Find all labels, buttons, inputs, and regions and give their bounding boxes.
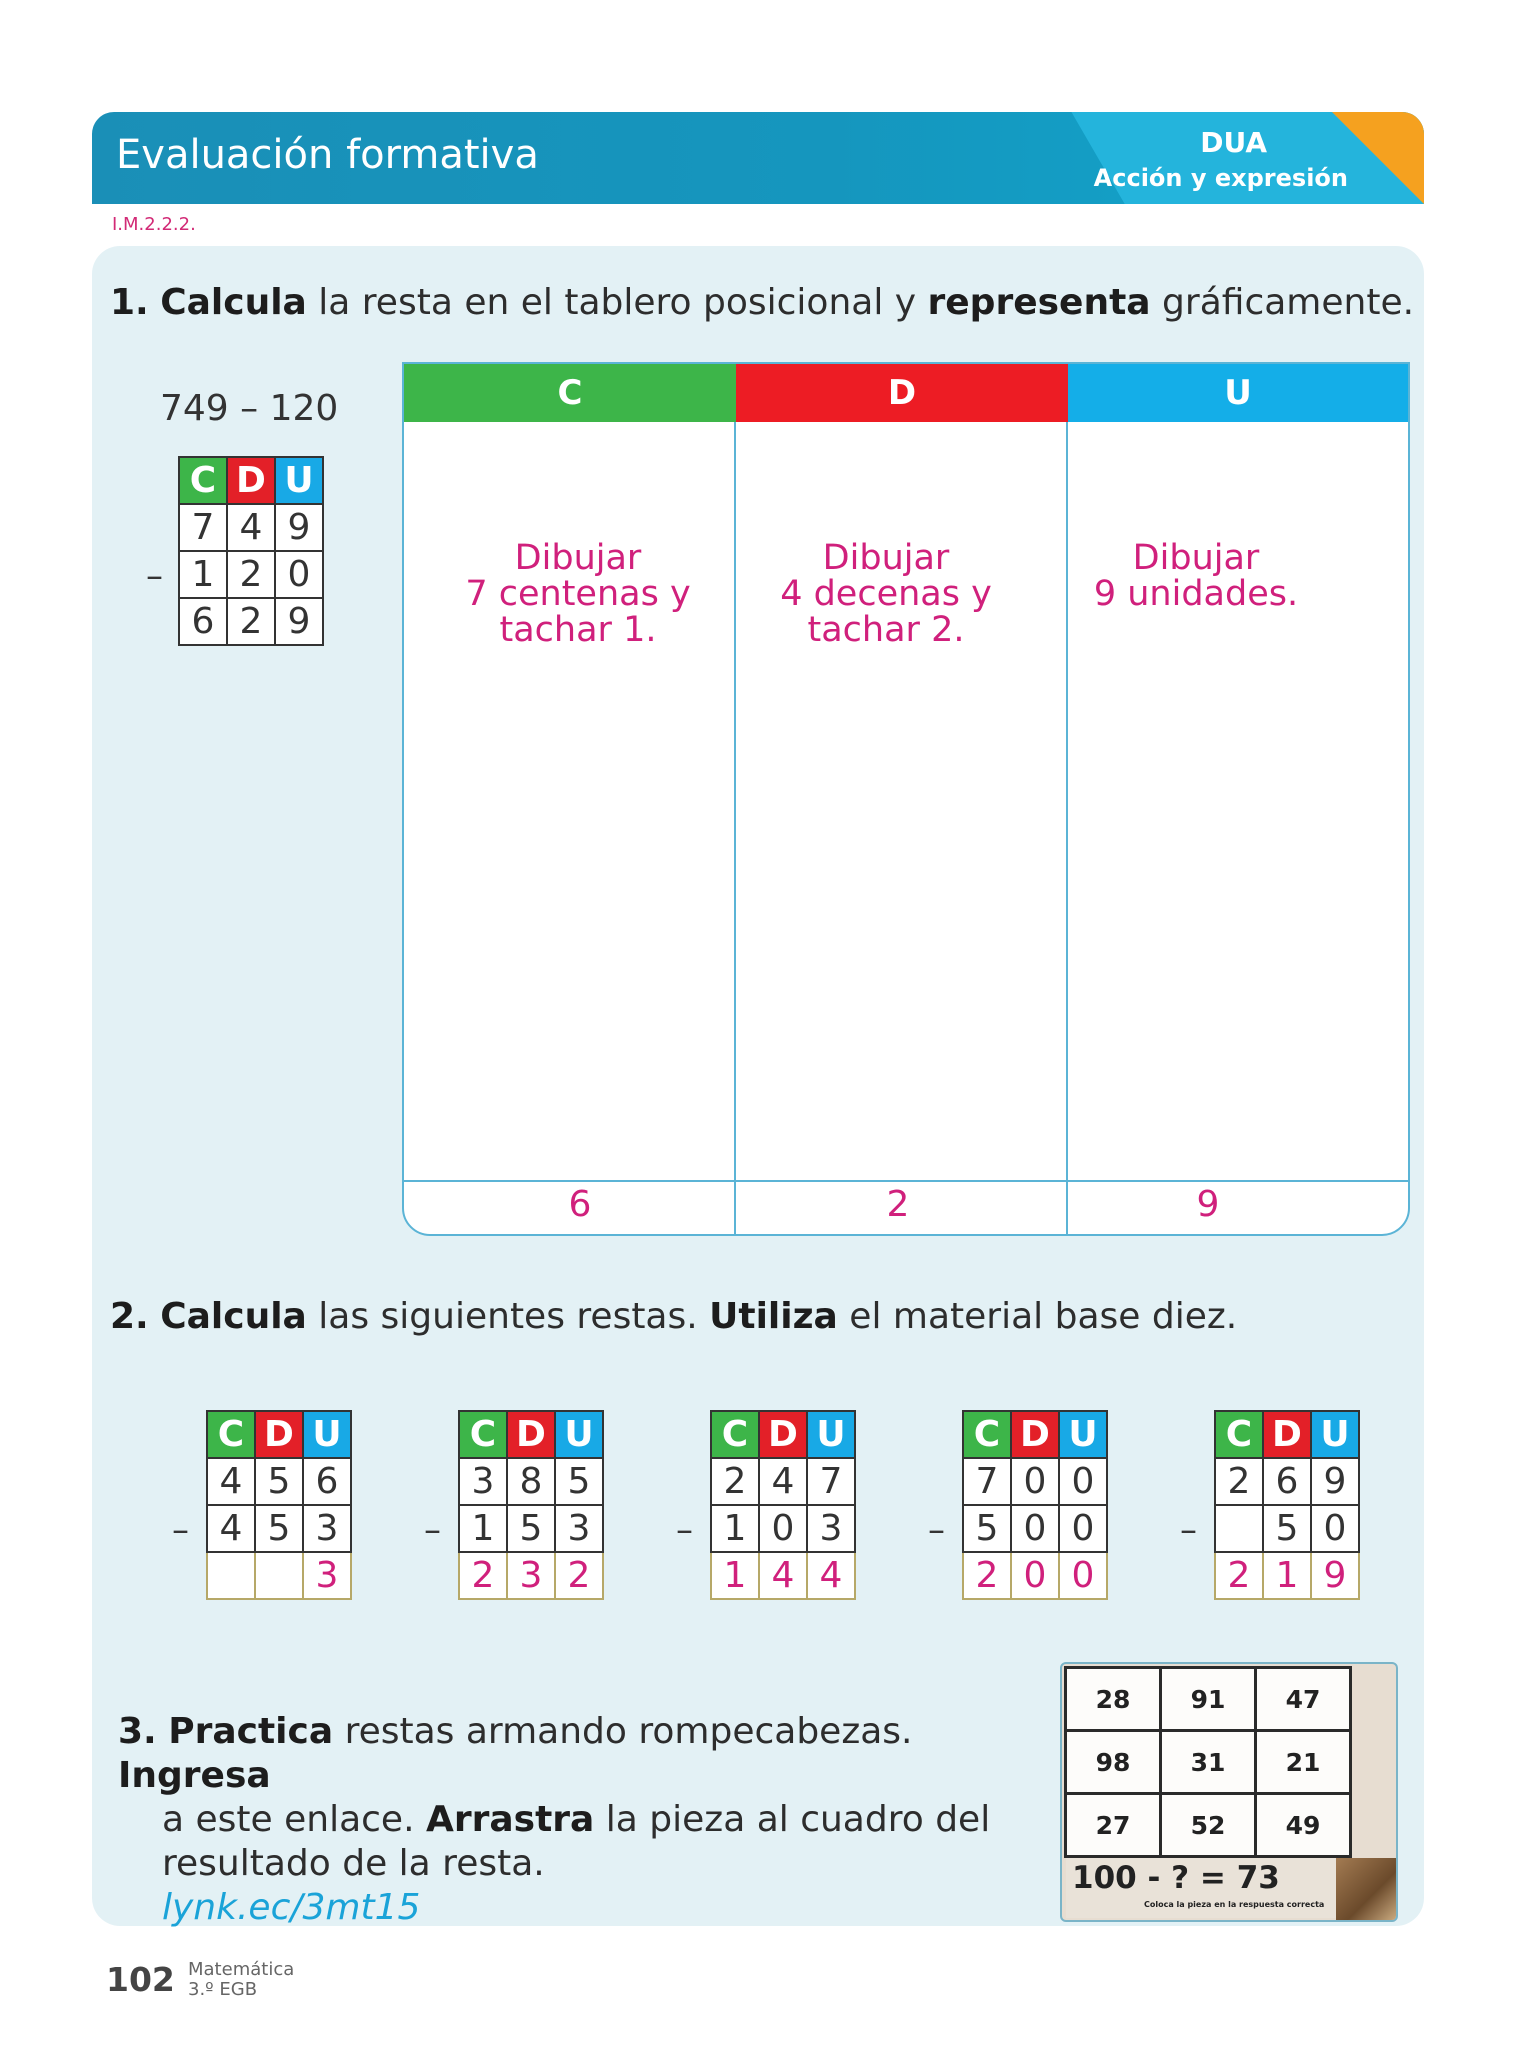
q2-problem-3 xyxy=(710,1410,856,1600)
board-result-divider xyxy=(404,1180,1408,1182)
grid-cell: 4 xyxy=(207,1505,255,1552)
board-result-d: 2 xyxy=(886,1184,910,1225)
grid-cell: 3 xyxy=(555,1505,603,1552)
q2-verb-utiliza: Utiliza xyxy=(709,1296,838,1337)
grid-header-c: C xyxy=(459,1411,507,1458)
grid-cell xyxy=(1215,1505,1263,1552)
q1-text-2: gráficamente. xyxy=(1150,282,1415,323)
puzzle-cell: 98 xyxy=(1066,1731,1161,1794)
answer-cell[interactable]: 4 xyxy=(759,1552,807,1599)
answer-cell[interactable]: 3 xyxy=(507,1552,555,1599)
grid-cell: 1 xyxy=(711,1505,759,1552)
board-result-u: 9 xyxy=(1196,1184,1220,1225)
q3-line-1 xyxy=(118,1710,1058,1798)
grid-cell: 0 xyxy=(759,1505,807,1552)
instruction-line: 7 centenas y xyxy=(465,574,691,614)
grid-cell: 1 xyxy=(459,1505,507,1552)
grid-header-c: C xyxy=(179,457,227,504)
grid-header-u: U xyxy=(1311,1411,1359,1458)
instruction-line: tachar 1. xyxy=(499,610,657,650)
puzzle-cell: 27 xyxy=(1066,1794,1161,1857)
q2-minus-sign: – xyxy=(424,1510,441,1550)
q2-problem-2 xyxy=(458,1410,604,1600)
q3-text-2a: a este enlace. xyxy=(162,1799,426,1840)
grid-cell: 0 xyxy=(275,551,323,598)
grid-cell: 9 xyxy=(275,504,323,551)
q3-number: 3. xyxy=(118,1711,157,1752)
instruction-decenas xyxy=(736,540,1036,648)
grid-cell: 6 xyxy=(303,1458,351,1505)
q1-verb-representa: representa xyxy=(927,282,1151,323)
answer-cell[interactable]: 9 xyxy=(1311,1552,1359,1599)
puzzle-cell: 21 xyxy=(1256,1731,1351,1794)
q1-expression: 749 – 120 xyxy=(160,388,339,429)
q2-problem-1 xyxy=(206,1410,352,1600)
grid-header-u: U xyxy=(1059,1411,1107,1458)
page-number: 102 xyxy=(106,1960,175,1999)
puzzle-cell: 91 xyxy=(1161,1668,1256,1731)
grid-cell: 7 xyxy=(179,504,227,551)
instruction-line: Dibujar xyxy=(1132,538,1260,578)
answer-cell[interactable] xyxy=(207,1552,255,1599)
grid-result-cell: 2 xyxy=(227,598,275,645)
answer-cell[interactable]: 2 xyxy=(555,1552,603,1599)
puzzle-equation: 100 - ? = 73 xyxy=(1072,1860,1280,1896)
puzzle-cell: 52 xyxy=(1161,1794,1256,1857)
grid-cell: 9 xyxy=(1311,1458,1359,1505)
grid-cell: 0 xyxy=(1011,1505,1059,1552)
dua-sublabel: Acción y expresión xyxy=(1093,164,1348,192)
q1-minus-sign: – xyxy=(146,556,163,596)
answer-cell[interactable]: 1 xyxy=(711,1552,759,1599)
grid-cell: 2 xyxy=(711,1458,759,1505)
footer-subject xyxy=(188,1960,294,2000)
puzzle-grid xyxy=(1064,1666,1352,1858)
grid-cell: 1 xyxy=(179,551,227,598)
grid-header-d: D xyxy=(507,1411,555,1458)
q3-text-1: restas armando rompecabezas. xyxy=(333,1711,913,1752)
q2-minus-sign: – xyxy=(1180,1510,1197,1550)
dua-label: DUA xyxy=(1200,126,1267,159)
answer-cell[interactable] xyxy=(255,1552,303,1599)
grid-result-cell: 6 xyxy=(179,598,227,645)
grid-header-u: U xyxy=(807,1411,855,1458)
grid-cell: 0 xyxy=(1059,1505,1107,1552)
q1-verb-calcula: Calcula xyxy=(160,282,307,323)
instruction-line: 4 decenas y xyxy=(780,574,992,614)
q2-verb-calcula: Calcula xyxy=(160,1296,307,1337)
instruction-centenas xyxy=(428,540,728,648)
horse-photo-icon xyxy=(1336,1858,1396,1920)
grid-header-d: D xyxy=(1011,1411,1059,1458)
q2-problem-5 xyxy=(1214,1410,1360,1600)
grid-cell: 7 xyxy=(963,1458,1011,1505)
q3-verb-arrastra: Arrastra xyxy=(425,1799,595,1840)
place-value-board xyxy=(402,362,1410,1236)
grid-header-c: C xyxy=(1215,1411,1263,1458)
grid-result-cell: 9 xyxy=(275,598,323,645)
q3-line-3: resultado de la resta. xyxy=(162,1843,545,1884)
puzzle-caption: Coloca la pieza en la respuesta correcta xyxy=(1144,1900,1325,1909)
board-header-u: U xyxy=(1068,364,1408,422)
grid-cell: 0 xyxy=(1311,1505,1359,1552)
grid-cell: 3 xyxy=(807,1505,855,1552)
q2-minus-sign: – xyxy=(676,1510,693,1550)
question-1 xyxy=(110,282,1414,323)
board-header-c: C xyxy=(404,364,736,422)
answer-cell[interactable]: 0 xyxy=(1011,1552,1059,1599)
section-header xyxy=(92,112,1424,204)
q2-minus-sign: – xyxy=(928,1510,945,1550)
instruction-line: tachar 2. xyxy=(807,610,965,650)
q2-problem-4 xyxy=(962,1410,1108,1600)
grid-header-d: D xyxy=(227,457,275,504)
answer-cell[interactable]: 2 xyxy=(1215,1552,1263,1599)
question-3 xyxy=(118,1710,1058,1930)
puzzle-cell: 28 xyxy=(1066,1668,1161,1731)
puzzle-cell: 47 xyxy=(1256,1668,1351,1731)
grid-cell: 5 xyxy=(555,1458,603,1505)
q1-text-1: la resta en el tablero posicional y xyxy=(306,282,928,323)
instruction-unidades xyxy=(1046,540,1346,612)
grid-header-u: U xyxy=(303,1411,351,1458)
grid-header-d: D xyxy=(255,1411,303,1458)
answer-cell[interactable]: 2 xyxy=(459,1552,507,1599)
grid-cell: 4 xyxy=(207,1458,255,1505)
answer-cell[interactable]: 0 xyxy=(1059,1552,1107,1599)
grid-header-u: U xyxy=(555,1411,603,1458)
grid-cell: 0 xyxy=(1011,1458,1059,1505)
instruction-line: Dibujar xyxy=(514,538,642,578)
grid-cell: 4 xyxy=(759,1458,807,1505)
q2-minus-sign: – xyxy=(172,1510,189,1550)
q2-number: 2. xyxy=(110,1296,149,1337)
q2-text-1: las siguientes restas. xyxy=(306,1296,710,1337)
grid-cell: 3 xyxy=(459,1458,507,1505)
footer-subject-name: Matemática xyxy=(188,1959,295,1980)
q3-text-2b: la pieza al cuadro del xyxy=(594,1799,991,1840)
grid-header-c: C xyxy=(711,1411,759,1458)
puzzle-preview-image[interactable] xyxy=(1060,1662,1398,1922)
indicator-code: I.M.2.2.2. xyxy=(112,214,196,235)
puzzle-cell: 31 xyxy=(1161,1731,1256,1794)
grid-cell: 5 xyxy=(507,1505,555,1552)
grid-cell: 2 xyxy=(1215,1458,1263,1505)
grid-cell: 6 xyxy=(1263,1458,1311,1505)
answer-cell[interactable]: 1 xyxy=(1263,1552,1311,1599)
grid-header-d: D xyxy=(1263,1411,1311,1458)
instruction-line: 9 unidades. xyxy=(1093,574,1299,614)
grid-header-u: U xyxy=(275,457,323,504)
answer-cell[interactable]: 3 xyxy=(303,1552,351,1599)
grid-cell: 3 xyxy=(303,1505,351,1552)
q3-link[interactable]: lynk.ec/3mt15 xyxy=(162,1887,421,1928)
q1-number: 1. xyxy=(110,282,149,323)
grid-cell: 5 xyxy=(255,1505,303,1552)
question-2 xyxy=(110,1296,1237,1337)
answer-cell[interactable]: 2 xyxy=(963,1552,1011,1599)
grid-header-d: D xyxy=(759,1411,807,1458)
grid-cell: 5 xyxy=(963,1505,1011,1552)
instruction-line: Dibujar xyxy=(822,538,950,578)
puzzle-cell: 49 xyxy=(1256,1794,1351,1857)
grid-header-c: C xyxy=(207,1411,255,1458)
grid-cell: 7 xyxy=(807,1458,855,1505)
section-title: Evaluación formativa xyxy=(116,132,539,178)
q3-line-2 xyxy=(118,1798,1058,1842)
grid-cell: 0 xyxy=(1059,1458,1107,1505)
answer-cell[interactable]: 4 xyxy=(807,1552,855,1599)
board-result-c: 6 xyxy=(568,1184,592,1225)
grid-cell: 5 xyxy=(255,1458,303,1505)
grid-cell: 5 xyxy=(1263,1505,1311,1552)
q3-verb-practica: Practica xyxy=(168,1711,334,1752)
footer-grade: 3.º EGB xyxy=(188,1979,258,2000)
q3-verb-ingresa: Ingresa xyxy=(118,1755,271,1796)
q2-text-2: el material base diez. xyxy=(837,1296,1238,1337)
board-header-d: D xyxy=(736,364,1068,422)
grid-cell: 4 xyxy=(227,504,275,551)
grid-header-c: C xyxy=(963,1411,1011,1458)
grid-cell: 2 xyxy=(227,551,275,598)
grid-cell: 8 xyxy=(507,1458,555,1505)
q1-place-value-grid xyxy=(178,456,324,646)
